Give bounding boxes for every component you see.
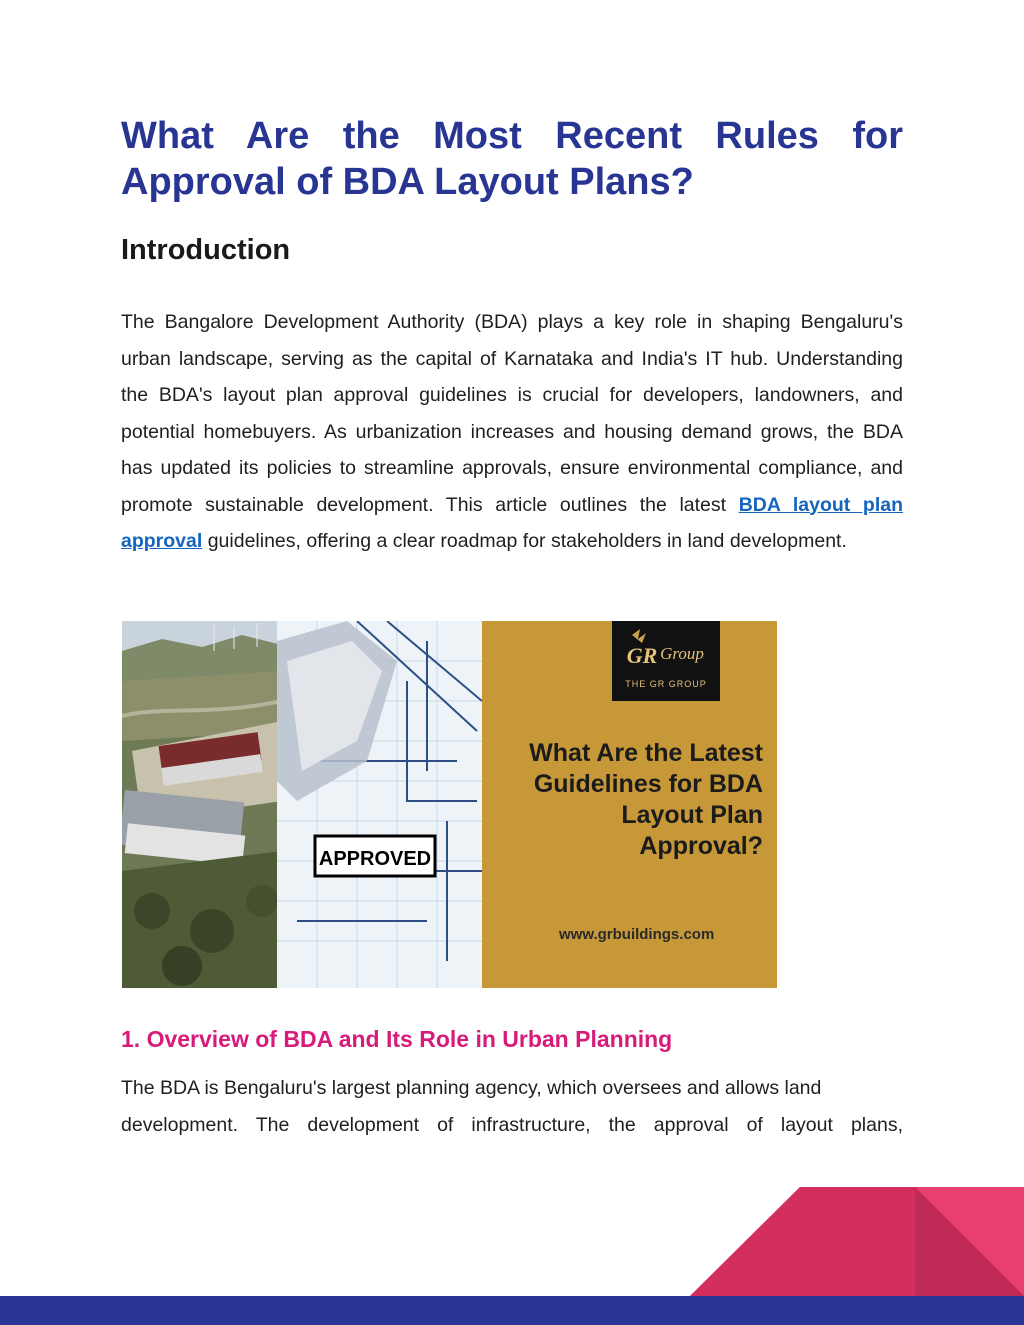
banner-headline-line-1: What Are the Latest	[529, 739, 763, 767]
brand-script: Group	[660, 644, 704, 663]
introduction-heading: Introduction	[121, 234, 291, 266]
section-1-text-last: development. The development of infrastructure, the approval of layout plans,	[121, 1113, 903, 1136]
section-1-text: The BDA is Bengaluru's largest planning agency, which oversees and allows land	[121, 1077, 822, 1099]
banner-headline-line-4: Approval?	[639, 832, 763, 860]
banner-headline	[463, 738, 763, 862]
footer-bar	[0, 1296, 1024, 1325]
intro-text-before-link: The Bangalore Development Authority (BDA) plays a key role in shaping Bengaluru's urban landscape, serving as the capital of Karnataka and India's IT hub. Understanding the BDA's layout plan approval guidelines is crucial for developers, landowners, and potential homebuyers. As urbanization increases and housing demand grows, the BDA has updated its policies to streamline approvals, ensure environmental compliance, and promote sustainable development. This article outlines the latest	[121, 311, 903, 516]
gr-monogram: GR	[626, 643, 658, 668]
banner-headline-line-2: Guidelines for BDA	[533, 770, 763, 798]
title-line-1: What Are the Most Recent Rules for	[121, 115, 903, 157]
banner-headline-line-3: Layout Plan	[621, 801, 763, 829]
intro-text-after-link: guidelines, offering a clear roadmap for stakeholders in land development.	[202, 530, 847, 552]
introduction-paragraph	[121, 304, 903, 560]
title-line-2: Approval of BDA Layout Plans?	[121, 161, 694, 203]
industrial-aerial-photo	[122, 621, 282, 988]
gr-group-logo-icon	[612, 625, 720, 675]
section-1-heading: 1. Overview of BDA and Its Role in Urban Planning	[121, 1026, 673, 1052]
footer-pink-shape	[690, 1187, 1024, 1296]
bda-layout-approval-link[interactable]: BDA layout plan approval	[121, 493, 903, 552]
brand-logo-box	[612, 621, 720, 701]
footer-pink-shade	[690, 1187, 915, 1296]
section-1-paragraph	[121, 1070, 903, 1143]
blueprint-illustration	[277, 621, 482, 988]
brand-name: THE GR GROUP	[625, 679, 707, 689]
article-banner-image	[122, 621, 777, 988]
approved-stamp: APPROVED	[318, 848, 432, 870]
banner-website-url: www.grbuildings.com	[559, 926, 715, 943]
footer-pink-fold	[915, 1187, 1024, 1296]
page-title	[121, 113, 903, 205]
